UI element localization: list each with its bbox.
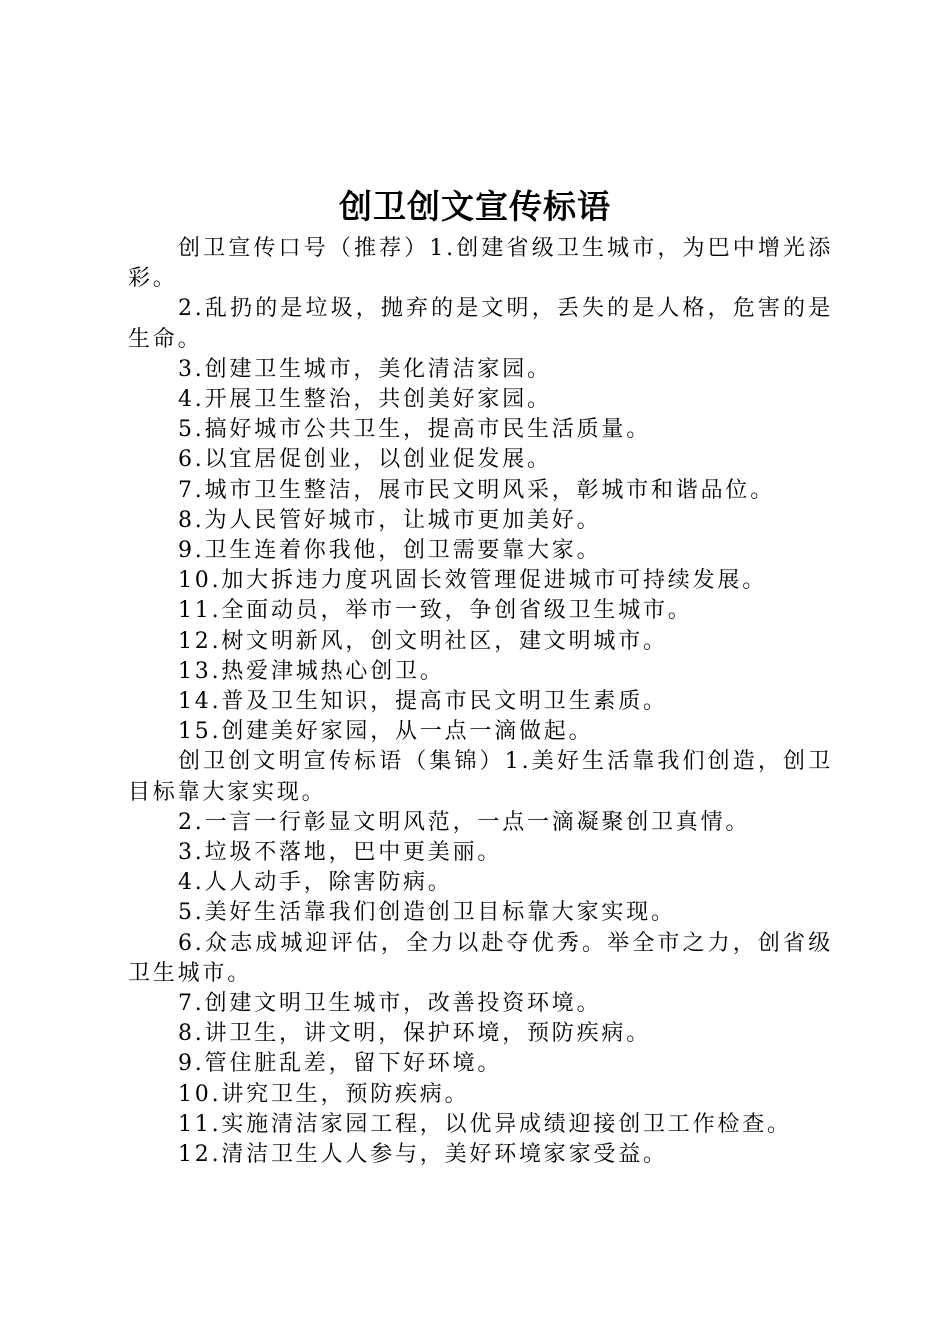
paragraph: 10.加大拆违力度巩固长效管理促进城市可持续发展。	[178, 568, 767, 594]
paragraph: 4.人人动手，除害防病。	[178, 870, 453, 896]
paragraph: 6.众志成城迎评估，全力以赴夺优秀。举全市之力，创省级卫生城市。	[128, 930, 833, 986]
paragraph: 创卫宣传口号（推荐）1.创建省级卫生城市，为巴中增光添彩。	[128, 236, 833, 292]
paragraph: 5.搞好城市公共卫生，提高市民生活质量。	[178, 417, 651, 443]
paragraph: 4.开展卫生整治，共创美好家园。	[178, 387, 552, 413]
paragraph: 7.城市卫生整洁，展市民文明风采，彰城市和谐品位。	[178, 477, 775, 503]
paragraph: 15.创建美好家园，从一点一滴做起。	[178, 719, 594, 745]
paragraph: 3.垃圾不落地，巴中更美丽。	[178, 840, 503, 866]
paragraph: 创卫创文明宣传标语（集锦）1.美好生活靠我们创造，创卫目标靠大家实现。	[128, 749, 833, 805]
paragraph: 14.普及卫生知识，提高市民文明卫生素质。	[178, 689, 668, 715]
paragraph: 10.讲究卫生，预防疾病。	[178, 1081, 470, 1107]
document-title: 创卫创文宣传标语	[339, 187, 611, 226]
paragraph: 3.创建卫生城市，美化清洁家园。	[178, 356, 552, 382]
paragraph: 13.热爱津城热心创卫。	[178, 658, 445, 684]
document-body	[128, 234, 833, 1170]
paragraph: 9.管住脏乱差，留下好环境。	[178, 1051, 503, 1077]
paragraph: 11.实施清洁家园工程，以优异成绩迎接创卫工作检查。	[178, 1111, 792, 1137]
paragraph: 2.乱扔的是垃圾，抛弃的是文明，丢失的是人格，危害的是生命。	[128, 296, 833, 352]
paragraph: 11.全面动员，举市一致，争创省级卫生城市。	[178, 598, 693, 624]
paragraph: 12.清洁卫生人人参与，美好环境家家受益。	[178, 1142, 668, 1168]
paragraph: 9.卫生连着你我他，创卫需要靠大家。	[178, 538, 602, 564]
paragraph: 5.美好生活靠我们创造创卫目标靠大家实现。	[178, 900, 676, 926]
paragraph: 12.树文明新风，创文明社区，建文明城市。	[178, 628, 668, 654]
paragraph: 8.为人民管好城市，让城市更加美好。	[178, 507, 602, 533]
paragraph: 8.讲卫生，讲文明，保护环境，预防疾病。	[178, 1021, 651, 1047]
paragraph: 2.一言一行彰显文明风范，一点一滴凝聚创卫真情。	[178, 809, 751, 835]
paragraph: 7.创建文明卫生城市，改善投资环境。	[178, 991, 602, 1017]
paragraph: 6.以宜居促创业，以创业促发展。	[178, 447, 552, 473]
